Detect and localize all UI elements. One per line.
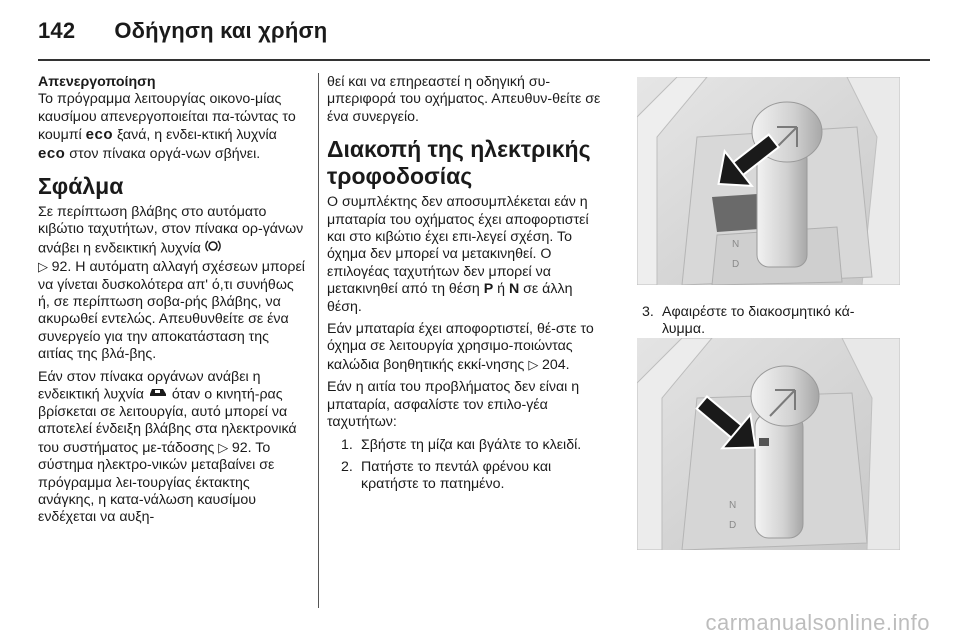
- deactivation-text-a: Το πρόγραμμα λειτουργίας οικονο-μίας καυσίμου απενεργοποιείται πα-τώντας το κουμπί: [38, 91, 296, 144]
- or-text: ή: [493, 281, 509, 298]
- gear-selector-illustration-2: [637, 338, 900, 550]
- page-ref-92-second: 92: [231, 439, 248, 456]
- fault-paragraph-2: [38, 369, 306, 527]
- list-item: [327, 459, 609, 494]
- fault-text-c: Εάν στον πίνακα οργάνων ανάβει η ενδεικτική λυχνία: [38, 368, 261, 403]
- position-p: P: [483, 281, 494, 298]
- fault-paragraph-1: [38, 204, 306, 364]
- continued-paragraph: θεί και να επηρεαστεί η οδηγική συ-μπεριφορά του οχήματος. Απευθυν-θείτε σε ένα συνεργείο.: [327, 74, 601, 125]
- step-text-line1: Αφαιρέστε το διακοσμητικό κά-: [662, 304, 855, 320]
- svg-text:N: N: [729, 500, 737, 511]
- interrupt-paragraph-3: Εάν η αιτία του προβλήματος δεν είναι η μπαταρία, ασφαλίστε τον επιλο-γέα ταχυτήτων:: [327, 379, 580, 431]
- step-text: Σβήστε τη μίζα και βγάλτε το κλειδί.: [361, 436, 582, 453]
- step-number: 3.: [642, 304, 654, 320]
- interrupt-paragraph-1: [327, 194, 609, 316]
- header-rule: [38, 59, 930, 61]
- battery-text-a: Εάν μπαταρία έχει αποφορτιστεί, θέ-στε το όχημα σε λειτουργία χρησιμο-ποιώντας καλώδια βοηθητικής εκκί-νησης: [327, 321, 594, 373]
- deactivation-text-b: ξανά, η ενδει-κτική λυχνία: [113, 127, 277, 144]
- deactivation-title: Απενεργοποίηση: [38, 74, 156, 90]
- step-text: Πατήστε το πεντάλ φρένου και κρατήστε το πατημένο.: [361, 458, 552, 493]
- page-number: 142: [38, 18, 76, 43]
- fault-text-a: Σε περίπτωση βλάβης στο αυτόματο κιβώτιο ταχυτήτων, στον πίνακα ορ-γάνων ανάβει η ενδεικτική λυχνία: [38, 204, 304, 257]
- column-divider: [318, 73, 319, 608]
- step-text-line2: λυμμα.: [662, 321, 706, 338]
- step-3-caption: [642, 304, 897, 339]
- power-interrupt-heading: Διακοπή της ηλεκτρικής τροφοδοσίας: [327, 136, 591, 190]
- svg-text:D: D: [729, 520, 737, 531]
- eco-indicator-symbol: eco: [38, 144, 66, 162]
- steps-list: [327, 437, 609, 494]
- interrupt-text-b: σε άλλη θέση.: [327, 281, 573, 315]
- fault-text-e: . Το σύστημα ηλεκτρο-νικών μεταβαίνει σε πρόγραμμα λει-τουργίας έκτακτης ανάγκης, η κατα-νάλωση καυσίμου ενδέχεται να αυξη-: [38, 439, 275, 526]
- column-left: [38, 74, 306, 532]
- interrupt-text-a: Ο συμπλέκτης δεν αποσυμπλέκεται εάν η μπαταρία του οχήματος έχει αποφορτιστεί και στο κιβώτιο έχει επι-λεγεί σχέση. Το όχημα δεν μπορεί να μετακινηθεί. Ο επιλογέας ταχυτήτων δεν μπορεί να μετακινηθεί από τη θέση: [327, 194, 589, 298]
- watermark: carmanualsonline.info: [705, 610, 930, 635]
- eco-button-symbol: eco: [85, 126, 113, 144]
- fault-heading: Σφάλμα: [38, 173, 124, 200]
- gear-warning-icon: [205, 239, 221, 258]
- deactivation-paragraph: [38, 91, 306, 163]
- page-ref-92: 92: [51, 259, 68, 276]
- step-number: 2.: [341, 458, 353, 475]
- list-item: [327, 437, 609, 454]
- step-number: 1.: [341, 436, 353, 453]
- fault-text-d: όταν ο κινητή-ρας βρίσκεται σε λειτουργία, αυτό μπορεί να αποτελεί ένδειξη βλάβης στα ηλεκτρονικά του συστήματος με-τάδοσης: [38, 386, 297, 456]
- gear-selector-illustration-1: [637, 77, 900, 285]
- position-n: N: [508, 281, 520, 298]
- battery-text-b: .: [565, 356, 570, 373]
- interrupt-paragraph-2: [327, 321, 609, 374]
- deactivation-text-c: στον πίνακα οργά-νων σβήνει.: [65, 145, 261, 162]
- page-ref-204: 204: [541, 356, 566, 373]
- fault-text-b: . Η αυτόματη αλλαγή σχέσεων μπορεί να γίνεται δυσκολότερα απ' ό,τι συνήθως ή, σε περίπτωση σοβα-ρής βλάβης, να ακυρωθεί εντελώς. Απευθυνθείτε σε ένα συνεργείο για την αποκατάσταση της αιτίας της βλά-βης.: [38, 259, 305, 363]
- page-ref-arrow-icon: ▷: [38, 259, 52, 275]
- page-ref-arrow-icon: ▷: [528, 356, 542, 372]
- svg-text:N: N: [732, 239, 740, 250]
- car-service-icon: [148, 386, 168, 403]
- column-middle: [327, 74, 609, 499]
- page-ref-arrow-icon: ▷: [218, 439, 232, 455]
- svg-text:D: D: [732, 259, 740, 270]
- page-header: [38, 18, 327, 44]
- page-title: Οδήγηση και χρήση: [114, 18, 328, 43]
